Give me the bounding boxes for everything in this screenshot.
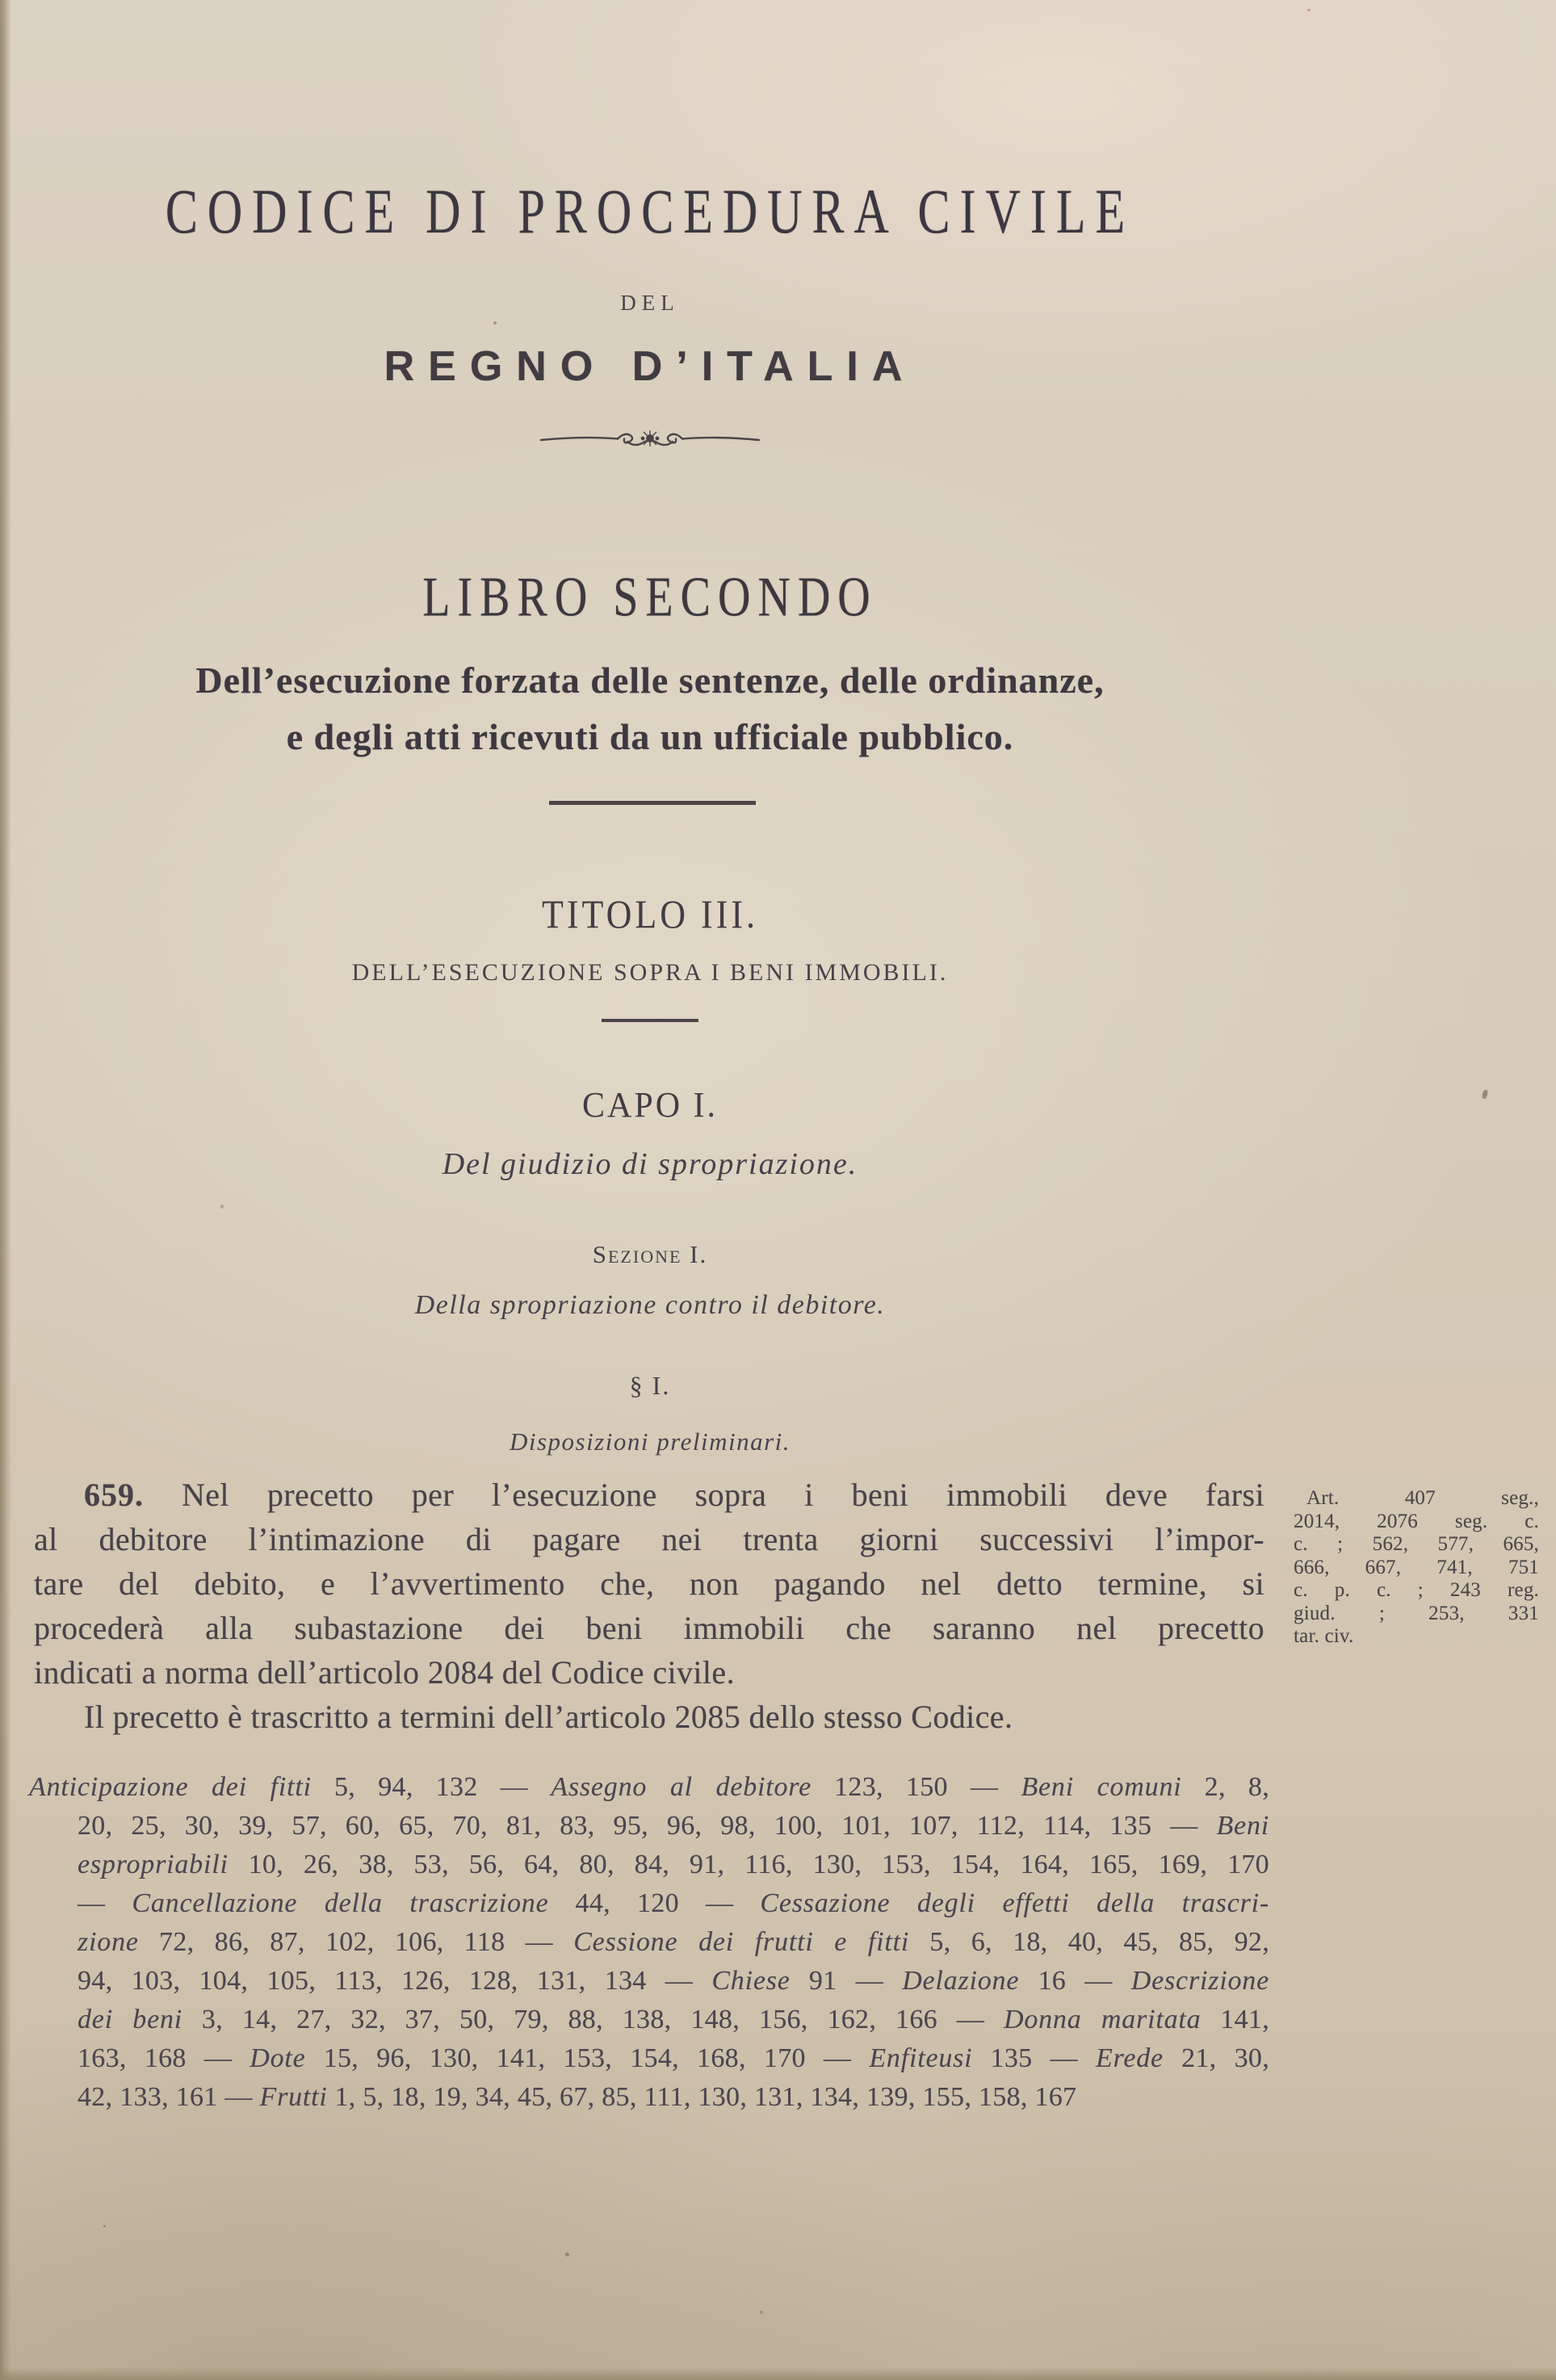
titolo-subtitle: DELL’ESECUZIONE SOPRA I BENI IMMOBILI. bbox=[351, 959, 949, 986]
paper-speck bbox=[1482, 1089, 1488, 1099]
article-659-text: 659. Nel precetto per l’esecuzione sopra i beni immobili deve farsi al debitore l’intimazione di pagare nei trenta giorni successivi l’impor- tare del debito, e l’avvertimento che, non pagando nel detto termine, si procederà alla subastazione dei beni immobili che saranno nel precetto indicati a norma dell’articolo 2084 del Codice civile. Il precetto è trascritto a termini dell’articolo 2085 dello stesso Codice. bbox=[34, 1477, 1265, 1735]
sezione-subtitle: Della spropriazione contro il debitore. bbox=[414, 1290, 886, 1320]
divider-rule-libro bbox=[549, 801, 756, 805]
capo-subtitle: Del giudizio di spropriazione. bbox=[442, 1147, 858, 1181]
paragraph-mark: § I. bbox=[629, 1371, 671, 1400]
titolo-heading: TITOLO III. bbox=[542, 892, 758, 936]
libro-subtitle-line1: Dell’esecuzione forzata delle sentenze, delle ordinanze, bbox=[195, 660, 1105, 701]
kingdom-title: REGNO D’ITALIA bbox=[384, 343, 916, 390]
page-edge-bottom bbox=[0, 2367, 1556, 2380]
index-references: Anticipazione dei fitti 5, 94, 132 — Assegno al debitore 123, 150 — Beni comuni 2, 8, 20, 25, 30, 39, 57, 60, 65, 70, 81, 83, 95, 96, 98, 100, 101, 107, 112, 114, 135 — Beni espropriabili 10, 26, 38, 53, 56, 64, 80, 84, 91, 116, 130, 153, 154, 164, 165, 169, 170 — Cancellazione della trascrizione 44, 120 — Cessazione degli effetti della trascri- zione 72, 86, 87, 102, 106, 118 — Cessione dei frutti e fitti 5, 6, 18, 40, 45, 85, 92, 94, 103, 104, 105, 113, 126, 128, 131, 134 — Chiese 91 — Delazione 16 — Descrizione dei beni 3, 14, 27, 32, 37, 50, 79, 88, 138, 148, 156, 162, 166 — Donna maritata 141, 163, 168 — Dote 15, 96, 130, 141, 153, 154, 168, 170 — Enfiteusi 135 — Erede 21, 30, 42, 133, 161 — Frutti 1, 5, 18, 19, 34, 45, 67, 85, 111, 130, 131, 134, 139, 155, 158, 167 bbox=[29, 1772, 1269, 2112]
paper-speck bbox=[1307, 9, 1311, 11]
paper-speck bbox=[220, 1205, 224, 1209]
libro-heading: LIBRO SECONDO bbox=[422, 566, 878, 629]
paper-speck bbox=[565, 2252, 569, 2256]
book-title: CODICE DI PROCEDURA CIVILE bbox=[165, 177, 1135, 247]
ornament-flourish bbox=[36, 426, 1264, 452]
paragraph-subtitle: Disposizioni preliminari. bbox=[509, 1427, 791, 1456]
paper-speck bbox=[760, 2311, 763, 2314]
libro-subtitle-line2: e degli atti ricevuti da un ufficiale pubblico. bbox=[286, 716, 1014, 757]
paper-speck bbox=[103, 2225, 106, 2227]
page-edge-left bbox=[0, 0, 11, 2380]
margin-references: Art. 407 seg., 2014, 2076 seg. c. c. ; 562, 577, 665, 666, 667, 741, 751 c. p. c. ; 243 reg. giud. ; 253, 331 tar. civ. bbox=[1294, 1487, 1539, 1647]
book-title-del: DEL bbox=[620, 291, 680, 315]
paper-speck bbox=[493, 321, 497, 325]
sezione-heading: Sezione I. bbox=[592, 1240, 708, 1268]
divider-rule-titolo bbox=[602, 1019, 698, 1022]
capo-heading: CAPO I. bbox=[581, 1086, 719, 1125]
